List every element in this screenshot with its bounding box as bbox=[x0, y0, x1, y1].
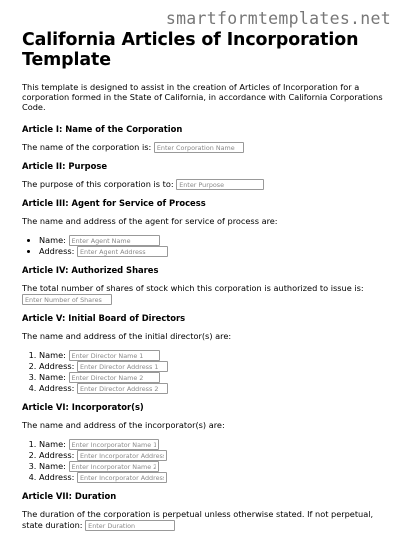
incorporator-list bbox=[22, 439, 392, 483]
article-4-line bbox=[22, 283, 392, 305]
director-address-2-input[interactable] bbox=[77, 383, 168, 394]
director-name-2-input[interactable] bbox=[69, 372, 160, 383]
agent-list bbox=[22, 235, 392, 257]
incorporator-name-2-input[interactable] bbox=[69, 461, 159, 472]
article-1-section bbox=[22, 124, 392, 153]
list-item bbox=[39, 350, 392, 361]
article-7-section bbox=[22, 491, 392, 531]
list-item bbox=[39, 461, 392, 472]
article-7-text: The duration of the corporation is perpetual unless otherwise stated. If not perpetual, state duration: bbox=[22, 509, 374, 530]
agent-address-label: Address: bbox=[39, 246, 75, 256]
list-item bbox=[39, 450, 392, 461]
incorporator-address-1-input[interactable] bbox=[77, 450, 167, 461]
list-item bbox=[39, 439, 392, 450]
article-2-line bbox=[22, 179, 392, 190]
list-item bbox=[39, 472, 392, 483]
agent-name-label: Name: bbox=[39, 235, 66, 245]
list-item bbox=[39, 383, 392, 394]
agent-name-input[interactable] bbox=[69, 235, 160, 246]
director-address-1-label: Address: bbox=[39, 361, 75, 371]
article-5-heading: Article V: Initial Board of Directors bbox=[22, 313, 186, 323]
article-2-section bbox=[22, 161, 392, 190]
article-4-section bbox=[22, 265, 392, 305]
article-6-text: The name and address of the incorporator(s) are: bbox=[22, 420, 225, 430]
number-of-shares-input[interactable] bbox=[22, 294, 112, 305]
article-2-text: The purpose of this corporation is to: bbox=[22, 179, 174, 189]
list-item bbox=[39, 235, 392, 246]
incorporator-address-2-label: Address: bbox=[39, 472, 75, 482]
article-7-line bbox=[22, 509, 392, 531]
article-5-text: The name and address of the initial director(s) are: bbox=[22, 331, 232, 341]
incorporator-address-2-input[interactable] bbox=[77, 472, 167, 483]
incorporator-name-1-input[interactable] bbox=[69, 439, 159, 450]
purpose-input[interactable] bbox=[176, 179, 264, 190]
intro-paragraph: This template is designed to assist in the creation of Articles of Incorporation for a corporation formed in the State of California, in accordance with California Corporations Code. bbox=[22, 82, 383, 112]
article-6-section bbox=[22, 402, 392, 483]
article-5-section bbox=[22, 313, 392, 394]
article-4-text: The total number of shares of stock which this corporation is authorized to issue is: bbox=[22, 283, 364, 293]
article-3-section bbox=[22, 198, 392, 257]
incorporator-name-2-label: Name: bbox=[39, 461, 66, 471]
article-6-heading: Article VI: Incorporator(s) bbox=[22, 402, 144, 412]
article-1-line bbox=[22, 142, 392, 153]
corporation-name-input[interactable] bbox=[154, 142, 244, 153]
article-3-heading: Article III: Agent for Service of Process bbox=[22, 198, 206, 208]
director-name-2-label: Name: bbox=[39, 372, 66, 382]
director-address-1-input[interactable] bbox=[77, 361, 168, 372]
article-7-heading: Article VII: Duration bbox=[22, 491, 117, 501]
director-address-2-label: Address: bbox=[39, 383, 75, 393]
page-title: California Articles of Incorporation Template bbox=[22, 30, 359, 70]
director-name-1-input[interactable] bbox=[69, 350, 160, 361]
list-item bbox=[39, 361, 392, 372]
duration-input[interactable] bbox=[85, 520, 175, 531]
director-list bbox=[22, 350, 392, 394]
incorporator-name-1-label: Name: bbox=[39, 439, 66, 449]
document-page bbox=[22, 30, 392, 539]
article-3-text: The name and address of the agent for service of process are: bbox=[22, 216, 278, 226]
article-2-heading: Article II: Purpose bbox=[22, 161, 108, 171]
list-item bbox=[39, 372, 392, 383]
article-4-heading: Article IV: Authorized Shares bbox=[22, 265, 159, 275]
list-item bbox=[39, 246, 392, 257]
incorporator-address-1-label: Address: bbox=[39, 450, 75, 460]
director-name-1-label: Name: bbox=[39, 350, 66, 360]
agent-address-input[interactable] bbox=[77, 246, 168, 257]
site-watermark: smartformtemplates.net bbox=[165, 9, 391, 28]
article-1-text: The name of the corporation is: bbox=[22, 142, 152, 152]
article-1-heading: Article I: Name of the Corporation bbox=[22, 124, 183, 134]
